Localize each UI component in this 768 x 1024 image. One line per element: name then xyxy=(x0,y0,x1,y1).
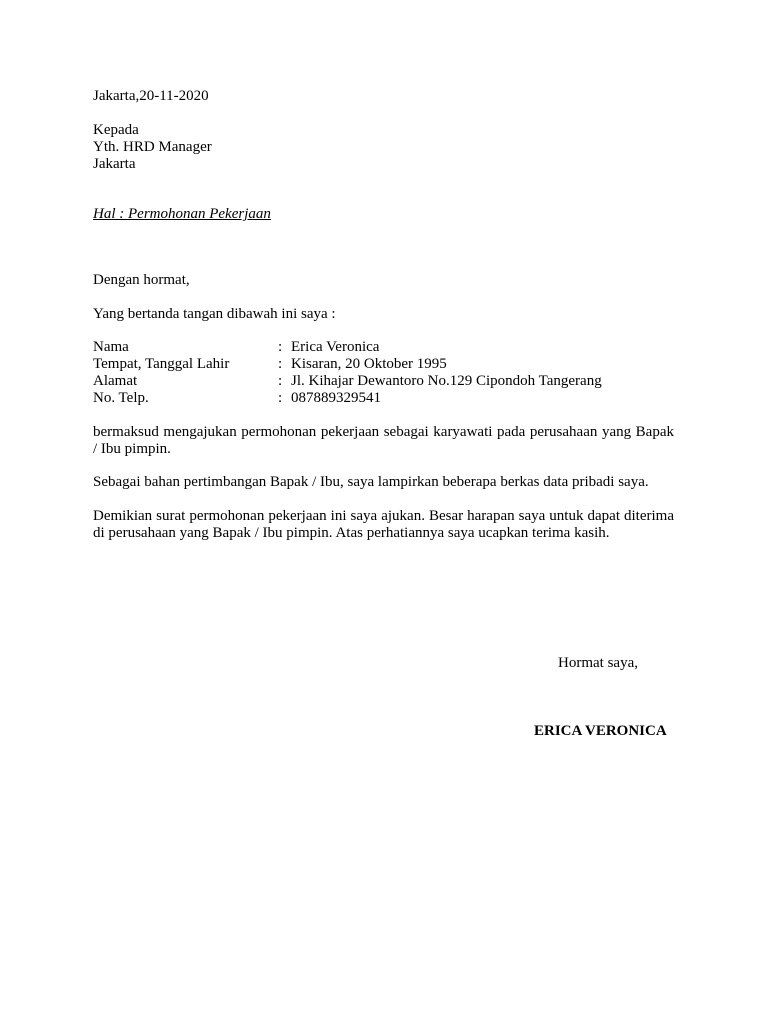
place-date xyxy=(93,88,674,105)
field-label: No. Telp. xyxy=(93,390,149,406)
field-row-address xyxy=(93,373,674,390)
place-date-text: Jakarta,20-11-2020 xyxy=(93,88,209,104)
field-label: Nama xyxy=(93,339,129,355)
intro-text: Yang bertanda tangan dibawah ini saya : xyxy=(93,306,336,322)
personal-details xyxy=(93,339,674,407)
field-row-birth xyxy=(93,356,674,373)
field-value: Jl. Kihajar Dewantoro No.129 Cipondoh Tangerang xyxy=(291,373,602,389)
field-value: Kisaran, 20 Oktober 1995 xyxy=(291,356,447,372)
paragraph-closing: Demikian surat permohonan pekerjaan ini saya ajukan. Besar harapan saya untuk dapat diterima di perusahaan yang Bapak / Ibu pimpin. Atas perhatiannya saya ucapkan terima kasih. xyxy=(93,508,674,541)
recipient-block xyxy=(93,122,674,173)
field-row-phone xyxy=(93,390,674,407)
field-value: Erica Veronica xyxy=(291,339,380,355)
recipient-line: Kepada xyxy=(93,122,139,138)
field-colon: : xyxy=(278,339,283,355)
field-colon: : xyxy=(278,356,283,372)
field-label: Tempat, Tanggal Lahir xyxy=(93,356,230,372)
closing-salutation: Hormat saya, xyxy=(558,655,638,671)
paragraph-intent: bermaksud mengajukan permohonan pekerjaan sebagai karyawati pada perusahaan yang Bapak / Ibu pimpin. xyxy=(93,424,674,457)
field-row-name xyxy=(93,339,674,356)
greeting-text: Dengan hormat, xyxy=(93,272,190,288)
recipient-line: Yth. HRD Manager xyxy=(93,139,212,155)
paragraph-attachments xyxy=(93,474,674,491)
subject-text: Hal : Permohonan Pekerjaan xyxy=(93,206,271,222)
recipient-line: Jakarta xyxy=(93,156,136,172)
greeting xyxy=(93,272,674,289)
field-colon: : xyxy=(278,373,283,389)
field-colon: : xyxy=(278,390,283,406)
field-label: Alamat xyxy=(93,373,138,389)
paragraph-attachments-text: Sebagai bahan pertimbangan Bapak / Ibu, saya lampirkan beberapa berkas data pribadi saya. xyxy=(93,474,649,490)
subject-line xyxy=(93,206,674,223)
field-value: 087889329541 xyxy=(291,390,381,406)
signature-name: ERICA VERONICA xyxy=(534,723,667,739)
intro xyxy=(93,306,674,323)
